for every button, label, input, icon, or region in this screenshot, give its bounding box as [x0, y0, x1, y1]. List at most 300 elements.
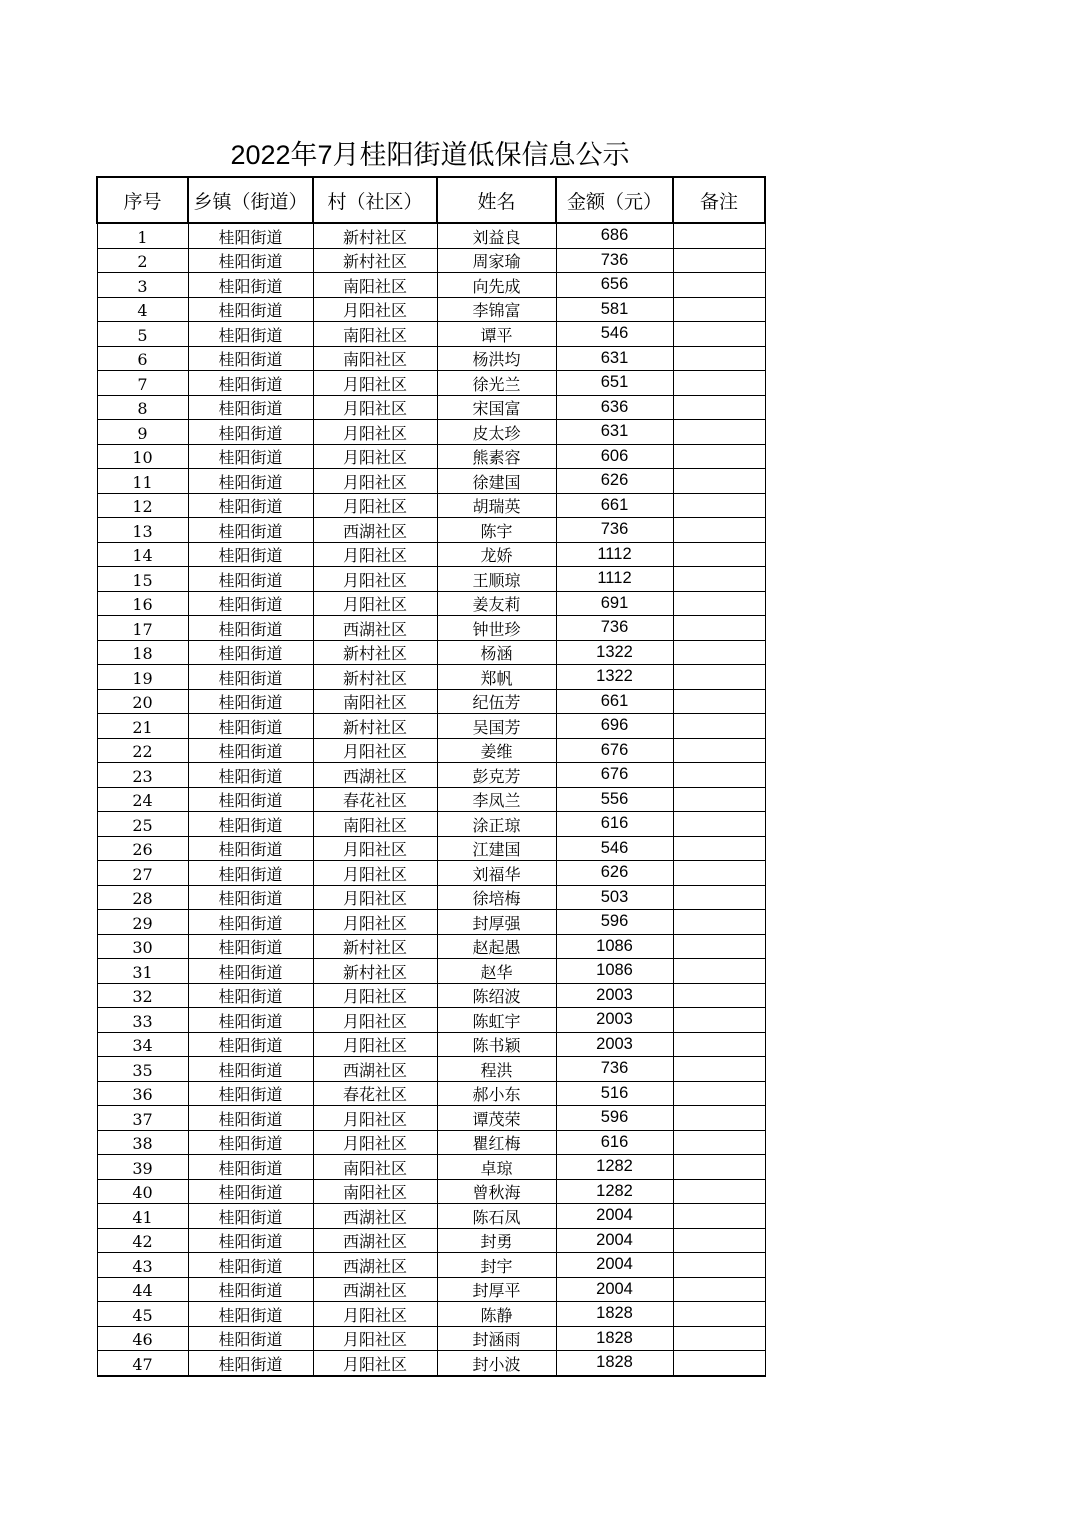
table-body	[97, 223, 765, 1376]
table-row	[97, 591, 765, 616]
cell-remark	[673, 1155, 765, 1180]
cell-amount: 616	[556, 812, 673, 837]
cell-name: 姜友莉	[437, 591, 556, 616]
cell-amount: 1828	[556, 1302, 673, 1327]
cell-index: 17	[97, 616, 188, 641]
cell-community: 月阳社区	[313, 542, 437, 567]
cell-amount: 1086	[556, 934, 673, 959]
cell-town: 桂阳街道	[188, 1155, 313, 1180]
cell-remark	[673, 1179, 765, 1204]
cell-town: 桂阳街道	[188, 763, 313, 788]
cell-index: 6	[97, 346, 188, 371]
cell-index: 35	[97, 1057, 188, 1082]
cell-amount: 651	[556, 371, 673, 396]
cell-town: 桂阳街道	[188, 1228, 313, 1253]
cell-index: 40	[97, 1179, 188, 1204]
cell-index: 9	[97, 420, 188, 445]
table-row	[97, 542, 765, 567]
cell-town: 桂阳街道	[188, 273, 313, 298]
table-row	[97, 934, 765, 959]
table-row	[97, 444, 765, 469]
cell-community: 月阳社区	[313, 836, 437, 861]
table-row	[97, 885, 765, 910]
cell-name: 郑帆	[437, 665, 556, 690]
header-name: 姓名	[437, 177, 556, 223]
cell-town: 桂阳街道	[188, 444, 313, 469]
cell-remark	[673, 469, 765, 494]
cell-remark	[673, 616, 765, 641]
header-amount: 金额（元）	[556, 177, 673, 223]
table-row	[97, 346, 765, 371]
cell-community: 南阳社区	[313, 689, 437, 714]
cell-name: 封宇	[437, 1253, 556, 1278]
cell-amount: 736	[556, 1057, 673, 1082]
cell-community: 新村社区	[313, 665, 437, 690]
cell-community: 月阳社区	[313, 567, 437, 592]
cell-index: 18	[97, 640, 188, 665]
cell-name: 陈石凤	[437, 1204, 556, 1229]
table-row	[97, 248, 765, 273]
cell-name: 曾秋海	[437, 1179, 556, 1204]
table-row	[97, 567, 765, 592]
cell-town: 桂阳街道	[188, 689, 313, 714]
cell-name: 陈书颖	[437, 1032, 556, 1057]
cell-index: 46	[97, 1326, 188, 1351]
cell-index: 2	[97, 248, 188, 273]
cell-name: 卓琼	[437, 1155, 556, 1180]
cell-amount: 581	[556, 297, 673, 322]
table-row	[97, 1351, 765, 1376]
cell-town: 桂阳街道	[188, 542, 313, 567]
cell-amount: 631	[556, 420, 673, 445]
table-row	[97, 959, 765, 984]
cell-community: 南阳社区	[313, 273, 437, 298]
cell-amount: 676	[556, 763, 673, 788]
cell-name: 李凤兰	[437, 787, 556, 812]
table-row	[97, 420, 765, 445]
cell-town: 桂阳街道	[188, 1351, 313, 1376]
cell-amount: 556	[556, 787, 673, 812]
cell-town: 桂阳街道	[188, 1277, 313, 1302]
header-remark: 备注	[673, 177, 765, 223]
cell-index: 14	[97, 542, 188, 567]
cell-name: 郝小东	[437, 1081, 556, 1106]
cell-name: 钟世珍	[437, 616, 556, 641]
cell-town: 桂阳街道	[188, 640, 313, 665]
table-row	[97, 1253, 765, 1278]
table-row	[97, 493, 765, 518]
cell-name: 刘福华	[437, 861, 556, 886]
cell-remark	[673, 1326, 765, 1351]
cell-town: 桂阳街道	[188, 248, 313, 273]
cell-name: 宋国富	[437, 395, 556, 420]
cell-amount: 2003	[556, 983, 673, 1008]
cell-index: 19	[97, 665, 188, 690]
cell-community: 月阳社区	[313, 1326, 437, 1351]
cell-remark	[673, 885, 765, 910]
cell-amount: 626	[556, 469, 673, 494]
table-row	[97, 1130, 765, 1155]
cell-remark	[673, 1302, 765, 1327]
table-row	[97, 1326, 765, 1351]
cell-remark	[673, 836, 765, 861]
cell-index: 33	[97, 1008, 188, 1033]
cell-community: 月阳社区	[313, 469, 437, 494]
cell-community: 月阳社区	[313, 983, 437, 1008]
table-row	[97, 1057, 765, 1082]
cell-amount: 2004	[556, 1277, 673, 1302]
cell-index: 27	[97, 861, 188, 886]
cell-index: 13	[97, 518, 188, 543]
table-row	[97, 689, 765, 714]
cell-community: 西湖社区	[313, 1253, 437, 1278]
cell-remark	[673, 1032, 765, 1057]
cell-amount: 606	[556, 444, 673, 469]
cell-name: 徐建国	[437, 469, 556, 494]
cell-community: 新村社区	[313, 223, 437, 248]
cell-amount: 1112	[556, 567, 673, 592]
table-row	[97, 223, 765, 248]
cell-town: 桂阳街道	[188, 1130, 313, 1155]
cell-town: 桂阳街道	[188, 885, 313, 910]
cell-name: 王顺琼	[437, 567, 556, 592]
cell-town: 桂阳街道	[188, 1008, 313, 1033]
cell-community: 新村社区	[313, 714, 437, 739]
table-row	[97, 395, 765, 420]
cell-remark	[673, 1277, 765, 1302]
cell-remark	[673, 297, 765, 322]
cell-remark	[673, 738, 765, 763]
cell-index: 15	[97, 567, 188, 592]
cell-town: 桂阳街道	[188, 493, 313, 518]
cell-town: 桂阳街道	[188, 714, 313, 739]
cell-town: 桂阳街道	[188, 738, 313, 763]
cell-community: 月阳社区	[313, 1032, 437, 1057]
assistance-table	[96, 176, 766, 1377]
cell-remark	[673, 322, 765, 347]
cell-community: 新村社区	[313, 248, 437, 273]
cell-name: 皮太珍	[437, 420, 556, 445]
cell-amount: 1322	[556, 665, 673, 690]
cell-community: 南阳社区	[313, 1155, 437, 1180]
cell-town: 桂阳街道	[188, 787, 313, 812]
cell-amount: 546	[556, 836, 673, 861]
cell-name: 江建国	[437, 836, 556, 861]
table-row	[97, 371, 765, 396]
cell-community: 月阳社区	[313, 444, 437, 469]
cell-amount: 696	[556, 714, 673, 739]
cell-amount: 596	[556, 910, 673, 935]
cell-amount: 636	[556, 395, 673, 420]
cell-remark	[673, 1106, 765, 1131]
cell-town: 桂阳街道	[188, 567, 313, 592]
cell-community: 新村社区	[313, 959, 437, 984]
cell-amount: 691	[556, 591, 673, 616]
cell-name: 赵华	[437, 959, 556, 984]
cell-town: 桂阳街道	[188, 983, 313, 1008]
cell-town: 桂阳街道	[188, 223, 313, 248]
cell-amount: 2004	[556, 1228, 673, 1253]
cell-amount: 503	[556, 885, 673, 910]
cell-town: 桂阳街道	[188, 469, 313, 494]
cell-index: 47	[97, 1351, 188, 1376]
cell-name: 胡瑞英	[437, 493, 556, 518]
cell-amount: 546	[556, 322, 673, 347]
table-row	[97, 273, 765, 298]
cell-remark	[673, 1204, 765, 1229]
cell-community: 月阳社区	[313, 420, 437, 445]
cell-name: 谭茂荣	[437, 1106, 556, 1131]
cell-town: 桂阳街道	[188, 861, 313, 886]
cell-index: 43	[97, 1253, 188, 1278]
cell-remark	[673, 983, 765, 1008]
cell-name: 姜维	[437, 738, 556, 763]
cell-name: 瞿红梅	[437, 1130, 556, 1155]
cell-remark	[673, 1008, 765, 1033]
cell-amount: 631	[556, 346, 673, 371]
cell-town: 桂阳街道	[188, 1179, 313, 1204]
cell-index: 4	[97, 297, 188, 322]
table-row	[97, 1008, 765, 1033]
cell-index: 16	[97, 591, 188, 616]
cell-index: 5	[97, 322, 188, 347]
cell-index: 7	[97, 371, 188, 396]
cell-amount: 596	[556, 1106, 673, 1131]
table-row	[97, 1228, 765, 1253]
cell-remark	[673, 420, 765, 445]
cell-name: 涂正琼	[437, 812, 556, 837]
cell-community: 西湖社区	[313, 1204, 437, 1229]
cell-remark	[673, 273, 765, 298]
cell-amount: 2004	[556, 1204, 673, 1229]
header-row	[97, 177, 765, 223]
cell-index: 28	[97, 885, 188, 910]
cell-amount: 656	[556, 273, 673, 298]
cell-remark	[673, 223, 765, 248]
cell-community: 月阳社区	[313, 738, 437, 763]
cell-index: 8	[97, 395, 188, 420]
cell-name: 程洪	[437, 1057, 556, 1082]
cell-community: 月阳社区	[313, 1008, 437, 1033]
cell-amount: 626	[556, 861, 673, 886]
cell-community: 月阳社区	[313, 1130, 437, 1155]
cell-name: 杨洪均	[437, 346, 556, 371]
cell-remark	[673, 934, 765, 959]
header-community: 村（社区）	[313, 177, 437, 223]
table-row	[97, 983, 765, 1008]
cell-remark	[673, 395, 765, 420]
table-row	[97, 1032, 765, 1057]
cell-name: 杨涵	[437, 640, 556, 665]
cell-community: 新村社区	[313, 640, 437, 665]
cell-name: 彭克芳	[437, 763, 556, 788]
cell-name: 封小波	[437, 1351, 556, 1376]
cell-amount: 661	[556, 493, 673, 518]
cell-remark	[673, 346, 765, 371]
cell-name: 刘益良	[437, 223, 556, 248]
cell-town: 桂阳街道	[188, 1106, 313, 1131]
cell-community: 月阳社区	[313, 885, 437, 910]
cell-community: 南阳社区	[313, 346, 437, 371]
cell-index: 25	[97, 812, 188, 837]
cell-index: 39	[97, 1155, 188, 1180]
cell-amount: 676	[556, 738, 673, 763]
table-row	[97, 763, 765, 788]
cell-town: 桂阳街道	[188, 1204, 313, 1229]
cell-index: 45	[97, 1302, 188, 1327]
cell-community: 南阳社区	[313, 1179, 437, 1204]
cell-community: 月阳社区	[313, 1106, 437, 1131]
cell-community: 西湖社区	[313, 1228, 437, 1253]
table-row	[97, 1277, 765, 1302]
cell-index: 20	[97, 689, 188, 714]
cell-name: 封厚平	[437, 1277, 556, 1302]
table-row	[97, 1155, 765, 1180]
cell-remark	[673, 1057, 765, 1082]
table-row	[97, 836, 765, 861]
cell-index: 1	[97, 223, 188, 248]
cell-name: 向先成	[437, 273, 556, 298]
cell-community: 月阳社区	[313, 1351, 437, 1376]
cell-amount: 2003	[556, 1032, 673, 1057]
cell-index: 31	[97, 959, 188, 984]
cell-remark	[673, 567, 765, 592]
cell-town: 桂阳街道	[188, 616, 313, 641]
cell-town: 桂阳街道	[188, 1253, 313, 1278]
cell-remark	[673, 714, 765, 739]
cell-index: 12	[97, 493, 188, 518]
cell-amount: 736	[556, 518, 673, 543]
cell-remark	[673, 371, 765, 396]
cell-index: 10	[97, 444, 188, 469]
cell-index: 34	[97, 1032, 188, 1057]
cell-name: 陈绍波	[437, 983, 556, 1008]
cell-name: 龙娇	[437, 542, 556, 567]
cell-index: 29	[97, 910, 188, 935]
cell-town: 桂阳街道	[188, 1032, 313, 1057]
table-row	[97, 1081, 765, 1106]
cell-index: 37	[97, 1106, 188, 1131]
cell-amount: 1086	[556, 959, 673, 984]
table-row	[97, 665, 765, 690]
cell-name: 周家瑜	[437, 248, 556, 273]
cell-name: 徐培梅	[437, 885, 556, 910]
cell-name: 封厚强	[437, 910, 556, 935]
cell-name: 陈虹宇	[437, 1008, 556, 1033]
cell-index: 22	[97, 738, 188, 763]
cell-name: 徐光兰	[437, 371, 556, 396]
cell-community: 西湖社区	[313, 616, 437, 641]
table-row	[97, 297, 765, 322]
cell-index: 44	[97, 1277, 188, 1302]
cell-amount: 1322	[556, 640, 673, 665]
cell-community: 西湖社区	[313, 763, 437, 788]
cell-community: 西湖社区	[313, 1057, 437, 1082]
table-row	[97, 1179, 765, 1204]
cell-town: 桂阳街道	[188, 1302, 313, 1327]
table-row	[97, 787, 765, 812]
cell-remark	[673, 493, 765, 518]
cell-town: 桂阳街道	[188, 812, 313, 837]
cell-amount: 516	[556, 1081, 673, 1106]
cell-amount: 1112	[556, 542, 673, 567]
cell-community: 月阳社区	[313, 861, 437, 886]
cell-name: 封涵雨	[437, 1326, 556, 1351]
cell-community: 月阳社区	[313, 591, 437, 616]
cell-town: 桂阳街道	[188, 1326, 313, 1351]
table-row	[97, 910, 765, 935]
cell-amount: 736	[556, 248, 673, 273]
cell-town: 桂阳街道	[188, 665, 313, 690]
cell-remark	[673, 542, 765, 567]
cell-town: 桂阳街道	[188, 371, 313, 396]
cell-index: 11	[97, 469, 188, 494]
cell-community: 月阳社区	[313, 371, 437, 396]
header-index: 序号	[97, 177, 188, 223]
cell-remark	[673, 861, 765, 886]
cell-town: 桂阳街道	[188, 910, 313, 935]
cell-remark	[673, 444, 765, 469]
cell-town: 桂阳街道	[188, 395, 313, 420]
cell-remark	[673, 1253, 765, 1278]
cell-name: 熊素容	[437, 444, 556, 469]
cell-town: 桂阳街道	[188, 1081, 313, 1106]
cell-town: 桂阳街道	[188, 346, 313, 371]
cell-remark	[673, 640, 765, 665]
table-row	[97, 714, 765, 739]
cell-community: 春花社区	[313, 1081, 437, 1106]
cell-index: 26	[97, 836, 188, 861]
cell-town: 桂阳街道	[188, 934, 313, 959]
cell-community: 月阳社区	[313, 493, 437, 518]
cell-community: 新村社区	[313, 934, 437, 959]
cell-index: 32	[97, 983, 188, 1008]
cell-remark	[673, 959, 765, 984]
cell-index: 36	[97, 1081, 188, 1106]
table-row	[97, 1302, 765, 1327]
cell-remark	[673, 591, 765, 616]
cell-index: 3	[97, 273, 188, 298]
cell-remark	[673, 1351, 765, 1376]
cell-amount: 736	[556, 616, 673, 641]
cell-amount: 2003	[556, 1008, 673, 1033]
table-row	[97, 1106, 765, 1131]
cell-town: 桂阳街道	[188, 959, 313, 984]
cell-remark	[673, 248, 765, 273]
cell-remark	[673, 1228, 765, 1253]
cell-name: 陈静	[437, 1302, 556, 1327]
cell-remark	[673, 1130, 765, 1155]
table-row	[97, 616, 765, 641]
table-row	[97, 738, 765, 763]
table-row	[97, 640, 765, 665]
cell-index: 24	[97, 787, 188, 812]
cell-town: 桂阳街道	[188, 297, 313, 322]
cell-remark	[673, 812, 765, 837]
cell-community: 南阳社区	[313, 322, 437, 347]
cell-amount: 616	[556, 1130, 673, 1155]
cell-community: 西湖社区	[313, 1277, 437, 1302]
cell-town: 桂阳街道	[188, 591, 313, 616]
cell-amount: 1282	[556, 1179, 673, 1204]
cell-amount: 1282	[556, 1155, 673, 1180]
cell-town: 桂阳街道	[188, 420, 313, 445]
cell-remark	[673, 787, 765, 812]
cell-community: 月阳社区	[313, 297, 437, 322]
cell-community: 月阳社区	[313, 1302, 437, 1327]
cell-name: 纪伍芳	[437, 689, 556, 714]
cell-town: 桂阳街道	[188, 1057, 313, 1082]
